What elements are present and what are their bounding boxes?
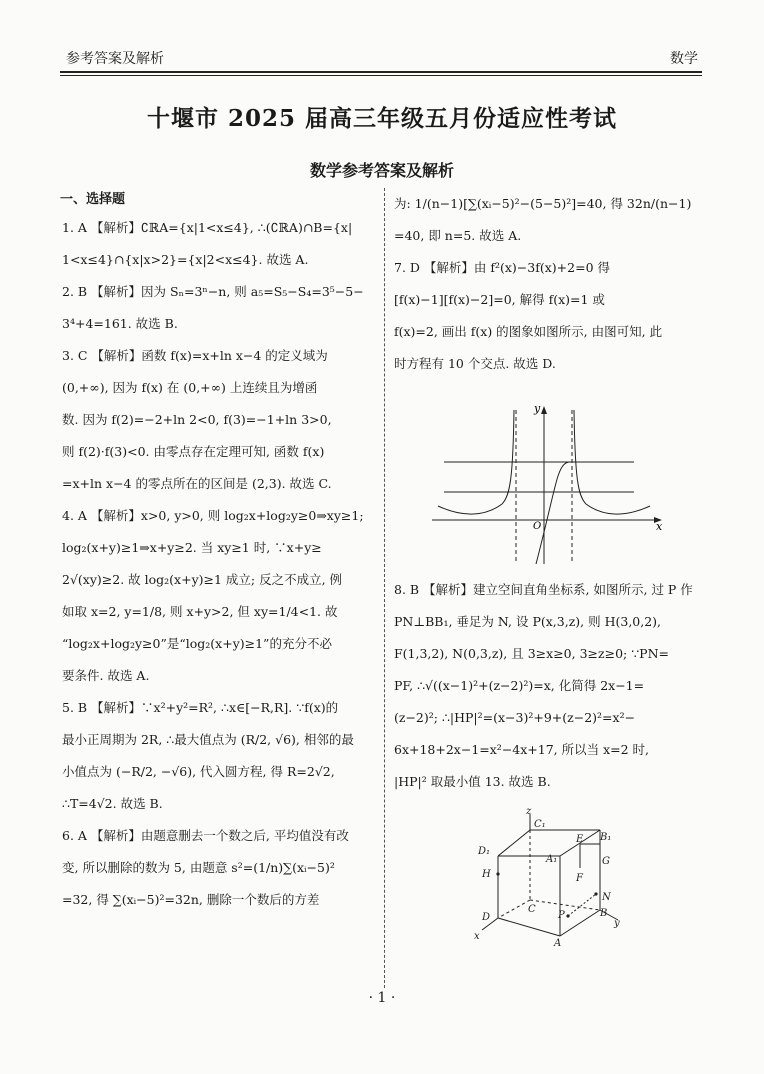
column-divider <box>384 188 385 988</box>
graph-origin-label: O <box>533 521 542 532</box>
label-z: z <box>526 806 532 817</box>
header-rule-thick <box>60 71 702 73</box>
text-line: 3. C 【解析】函数 f(x)=x+ln x−4 的定义域为 <box>62 348 328 363</box>
header-left: 参考答案及解析 <box>66 51 164 67</box>
function-graph <box>424 398 684 566</box>
point-h <box>496 872 499 875</box>
text-line: PN⊥BB₁, 垂足为 N, 设 P(x,3,z), 则 H(3,0,2), <box>394 614 662 629</box>
graph-x-label: x <box>656 520 663 533</box>
text-line: ∴T=4√2. 故选 B. <box>62 796 163 811</box>
label-y: y <box>614 918 620 929</box>
text-line: 1. A 【解析】∁ℝA={x|1<x≤4}, ∴(∁ℝA)∩B={x| <box>62 220 353 235</box>
text-line: 4. A 【解析】x>0, y>0, 则 log₂x+log₂y≥0⇒xy≥1; <box>62 508 364 523</box>
text-line: 时方程有 10 个交点. 故选 D. <box>394 356 556 371</box>
text-line: 为: 1/(n−1)[∑(xᵢ−5)²−(5−5)²]=40, 得 32n/(n−1) <box>394 196 692 211</box>
cube-diagram <box>468 806 648 946</box>
section-heading: 一、选择题 <box>60 192 126 207</box>
segment-p-n <box>568 894 596 916</box>
text-line: 3⁴+4=161. 故选 B. <box>62 316 178 331</box>
text-line: =32, 得 ∑(xᵢ−5)²=32n, 删除一个数后的方差 <box>62 892 320 907</box>
text-line: 如取 x=2, y=1/8, 则 x+y>2, 但 xy=1/4<1. 故 <box>62 604 338 619</box>
label-f: F <box>576 873 583 884</box>
left-column <box>62 212 374 916</box>
hidden-edge-c-b <box>530 900 600 910</box>
graph-y-label: y <box>534 402 541 415</box>
text-line: =x+ln x−4 的零点所在的区间是 (2,3). 故选 C. <box>62 476 332 491</box>
text-line: =40, 即 n=5. 故选 A. <box>394 228 522 243</box>
label-b1: B₁ <box>600 832 612 843</box>
page-title: 十堰市 2025 届高三年级五月份适应性考试 <box>146 105 618 132</box>
label-h: H <box>482 869 491 880</box>
label-d: D <box>482 912 491 923</box>
text-line: F(1,3,2), N(0,3,z), 且 3≥x≥0, 3≥z≥0; ∵PN= <box>394 646 669 661</box>
text-line: 5. B 【解析】∵x²+y²=R², ∴x∈[−R,R]. ∵f(x)的 <box>62 700 339 715</box>
label-x: x <box>474 931 480 942</box>
text-line: PF, ∴√((x−1)²+(z−2)²)=x, 化简得 2x−1= <box>394 678 645 693</box>
label-b: B <box>600 908 608 919</box>
text-line: |HP|² 取最小值 13. 故选 B. <box>394 774 551 789</box>
text-line: 则 f(2)·f(3)<0. 由零点存在定理可知, 函数 f(x) <box>62 444 325 459</box>
text-line: 2. B 【解析】因为 Sₙ=3ⁿ−n, 则 a₅=S₅−S₄=3⁵−5− <box>62 284 364 299</box>
text-line: 7. D 【解析】由 f²(x)−3f(x)+2=0 得 <box>394 260 610 275</box>
label-n: N <box>602 892 611 903</box>
text-line: (z−2)²; ∴|HP|²=(x−3)²+9+(z−2)²=x²− <box>394 710 636 725</box>
hidden-edge-c-d <box>498 900 530 918</box>
text-line: (0,+∞), 因为 f(x) 在 (0,+∞) 上连续且为增函 <box>62 380 318 395</box>
text-line: 8. B 【解析】建立空间直角坐标系, 如图所示, 过 P 作 <box>394 582 693 597</box>
header-right: 数学 <box>670 51 698 67</box>
text-line: log₂(x+y)≥1⇒x+y≥2. 当 xy≥1 时, ∵x+y≥ <box>62 540 322 555</box>
page-number: · 1 · <box>368 990 396 1006</box>
text-line: 变, 所以删除的数为 5, 由题意 s²=(1/n)∑(xᵢ−5)² <box>62 860 335 875</box>
label-a: A <box>554 938 562 946</box>
text-line: 6. A 【解析】由题意删去一个数之后, 平均值没有改 <box>62 828 349 843</box>
point-n <box>594 892 597 895</box>
text-line: 2√(xy)≥2. 故 log₂(x+y)≥1 成立; 反之不成立, 例 <box>62 572 343 587</box>
page-subtitle: 数学参考答案及解析 <box>309 161 454 180</box>
text-line: 数. 因为 f(2)=−2+ln 2<0, f(3)=−1+ln 3>0, <box>62 412 332 427</box>
text-line: 最小正周期为 2R, ∴最大值点为 (R/2, √6), 相邻的最 <box>62 732 354 747</box>
text-line: “log₂x+log₂y≥0”是“log₂(x+y)≥1”的充分不必 <box>62 636 332 651</box>
text-line: 1<x≤4}∩{x|x>2}={x|2<x≤4}. 故选 A. <box>62 252 309 267</box>
edge-d1-c1 <box>498 830 530 856</box>
text-line: 6x+18+2x−1=x²−4x+17, 所以当 x=2 时, <box>394 742 650 757</box>
right-column-top <box>394 188 706 380</box>
label-a1: A₁ <box>546 854 558 865</box>
curve-middle-branch <box>536 462 570 564</box>
edge-d-a <box>498 918 560 936</box>
label-g: G <box>602 856 610 867</box>
label-d1: D₁ <box>478 846 491 857</box>
y-axis-arrowhead <box>541 406 547 414</box>
label-e: E <box>576 834 584 845</box>
label-c1: C₁ <box>534 819 546 830</box>
point-p <box>566 914 569 917</box>
label-p: P <box>558 910 565 921</box>
label-c: C <box>528 904 536 915</box>
edge-a-b <box>560 910 600 936</box>
right-column-bottom <box>394 574 706 798</box>
text-line: [f(x)−1][f(x)−2]=0, 解得 f(x)=1 或 <box>394 292 605 307</box>
text-line: f(x)=2, 画出 f(x) 的图象如图所示, 由图可知, 此 <box>394 324 663 339</box>
header-rule-thin <box>60 75 702 76</box>
text-line: 小值点为 (−R/2, −√6), 代入圆方程, 得 R=2√2, <box>62 764 335 779</box>
text-line: 要条件. 故选 A. <box>62 668 150 683</box>
